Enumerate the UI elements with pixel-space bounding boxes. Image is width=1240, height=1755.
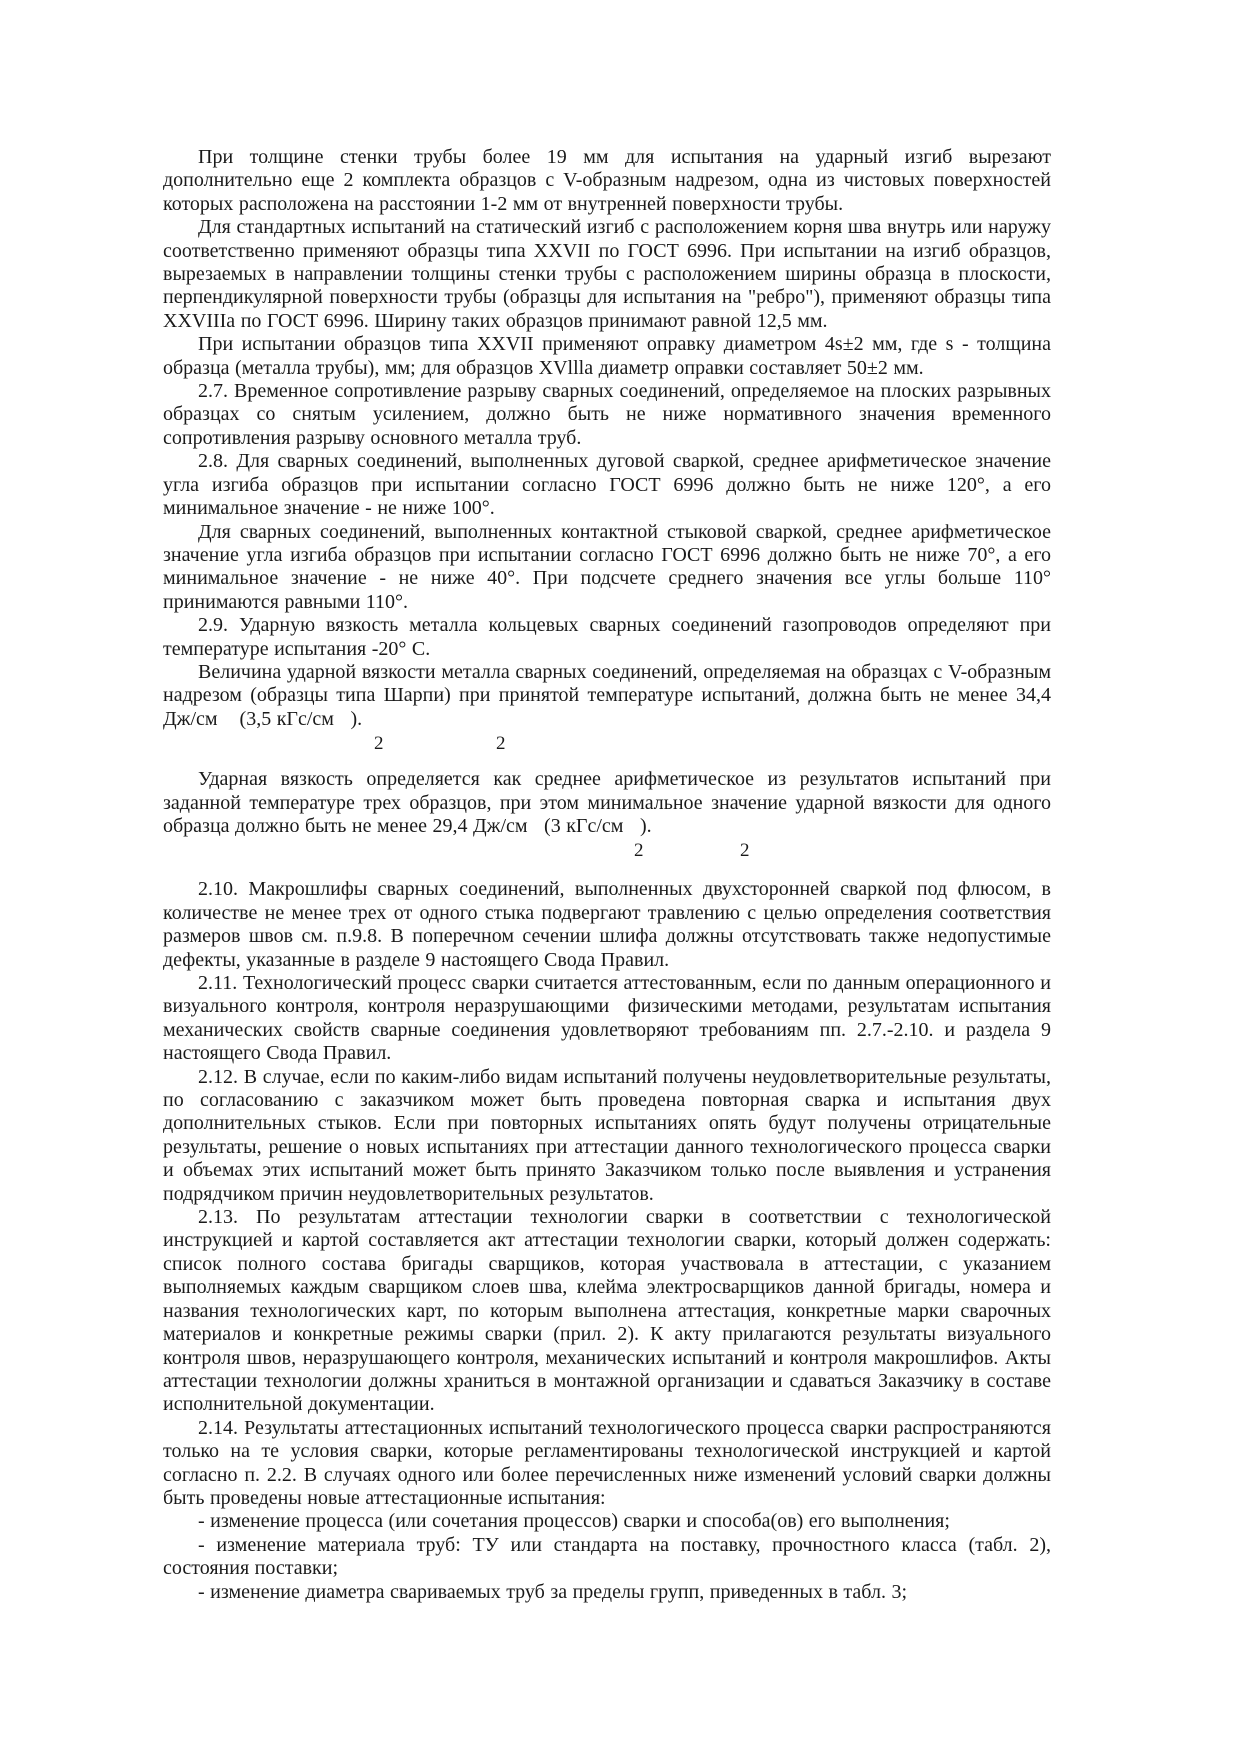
- list-item-material-change: - изменение материала труб: ТУ или стандарта на поставку, прочностного класса (табл. 2), состояния поставки;: [163, 1533, 1051, 1580]
- superscript-line-2: [163, 838, 1051, 861]
- list-item-diameter-change: - изменение диаметра свариваемых труб за пределы групп, приведенных в табл. 3;: [198, 1580, 907, 1603]
- superscript-two: 2: [740, 840, 750, 862]
- paragraph-impact-toughness-average: Ударная вязкость определяется как среднее арифметическое из результатов испытаний при заданной температуре трех образцов, при этом минимальное значение ударной вязкости для одного образца должно быть не менее 29,4 Дж/см (3 кГс/см ).: [163, 768, 1051, 837]
- paragraph-2-11: 2.11. Технологический процесс сварки считается аттестованным, если по данным операционного и визуального контроля, контроля неразрушающими физическими методами, результатам испытания механических свойств сварные соединения удовлетворяют требованиям пп. 2.7.-2.10. и раздела 9 настоящего Свода Правил.: [163, 972, 1051, 1065]
- paragraph-2-12: 2.12. В случае, если по каким-либо видам испытаний получены неудовлетворительные результаты, по согласованию с заказчиком может быть проведена повторная сварка и испытания двух дополнительных стыков. Если при повторных испытаниях опять будут получены отрицательные результаты, решение о новых испытаниях при аттестации данного технологического процесса сварки и объемах этих испытаний может быть принято Заказчиком только после выявления и устранения подрядчиком причин неудовлетворительных результатов.: [163, 1065, 1051, 1205]
- paragraph-2-8: 2.8. Для сварных соединений, выполненных дуговой сваркой, среднее арифметическое значение угла изгиба образцов при испытании согласно ГОСТ 6996 должно быть не ниже 120°, а его минимальное значение - не ниже 100°.: [163, 450, 1051, 520]
- document-page: [163, 146, 1051, 1604]
- paragraph-2-10: 2.10. Макрошлифы сварных соединений, выполненных двухсторонней сваркой под флюсом, в количестве не менее трех от одного стыка подвергают травлению с целью определения соответствия размеров швов см. п.9.8. В поперечном сечении шлифа должны отсутствовать также недопустимые дефекты, указанные в разделе 9 настоящего Свода Правил.: [163, 878, 1051, 971]
- paragraph-mandrel-diameter: При испытании образцов типа XXVII применяют оправку диаметром 4s±2 мм, где s - толщина образца (металла трубы), мм; для образцов XVllla диаметр оправки составляет 50±2 мм.: [163, 333, 1051, 379]
- paragraph-2-13: 2.13. По результатам аттестации технологии сварки в соответствии с технологической инструкцией и картой составляется акт аттестации технологии сварки, который должен содержать: список полного состава бригады сварщиков, которая участвовала в аттестации, с указанием выполняемых каждым сварщиком слоев шва, клейма электросварщиков данной бригады, номера и названия технологических карт, по которым выполнена аттестация, конкретные марки сварочных материалов и конкретные режимы сварки (прил. 2). К акту прилагаются результаты визуального контроля швов, неразрушающего контроля, механических испытаний и контроля макрошлифов. Акты аттестации технологии должны храниться в монтажной организации и сдаваться Заказчику в составе исполнительной документации.: [163, 1206, 1051, 1416]
- superscript-two: 2: [374, 733, 384, 755]
- paragraph-impact-toughness-value: Величина ударной вязкости металла сварных соединений, определяемая на образцах с V-образным надрезом (образцы типа Шарпи) при принятой температуре испытаний, должна быть не менее 34,4 Дж/см (3,5 кГс/см ).: [163, 660, 1051, 730]
- paragraph-2-7: 2.7. Временное сопротивление разрыву сварных соединений, определяемое на плоских разрывных образцах со снятым усилением, должно быть не ниже нормативного значения временного сопротивления разрыву основного металла труб.: [163, 380, 1051, 449]
- superscript-two: 2: [634, 840, 644, 862]
- superscript-line-1: [163, 731, 1051, 754]
- superscript-two: 2: [496, 733, 506, 755]
- paragraph-2-14: 2.14. Результаты аттестационных испытаний технологического процесса сварки распространяются только на те условия сварки, которые регламентированы технологической инструкцией и картой согласно п. 2.2. В случаях одного или более перечисленных ниже изменений условий сварки должны быть проведены новые аттестационные испытания:: [163, 1416, 1051, 1509]
- list-item-process-change: - изменение процесса (или сочетания процессов) сварки и способа(ов) его выполнения;: [198, 1510, 950, 1533]
- paragraph-contact-welding: Для сварных соединений, выполненных контактной стыковой сваркой, среднее арифметическое значение угла изгиба образцов при испытании согласно ГОСТ 6996 должно быть не ниже 70°, а его минимальное значение - не ниже 40°. При подсчете среднего значения все углы больше 110° принимаются равными 110°.: [163, 520, 1051, 613]
- paragraph-standard-bend-tests: Для стандартных испытаний на статический изгиб с расположением корня шва внутрь или наружу соответственно применяют образцы типа XXVII по ГОСТ 6996. При испытании на изгиб образцов, вырезаемых в направлении толщины стенки трубы с расположением ширины образца в плоскости, перпендикулярной поверхности трубы (образцы для испытания на "ребро"), применяют образцы типа XXVIIIа по ГОСТ 6996. Ширину таких образцов принимают равной 12,5 мм.: [163, 216, 1051, 332]
- paragraph-2-9: 2.9. Ударную вязкость металла кольцевых сварных соединений газопроводов определяют при температуре испытания -20° С.: [163, 614, 1051, 660]
- paragraph-wall-thickness: При толщине стенки трубы более 19 мм для испытания на ударный изгиб вырезают дополнительно еще 2 комплекта образцов с V-образным надрезом, одна из чистовых поверхностей которых расположена на расстоянии 1-2 мм от внутренней поверхности трубы.: [163, 146, 1051, 215]
